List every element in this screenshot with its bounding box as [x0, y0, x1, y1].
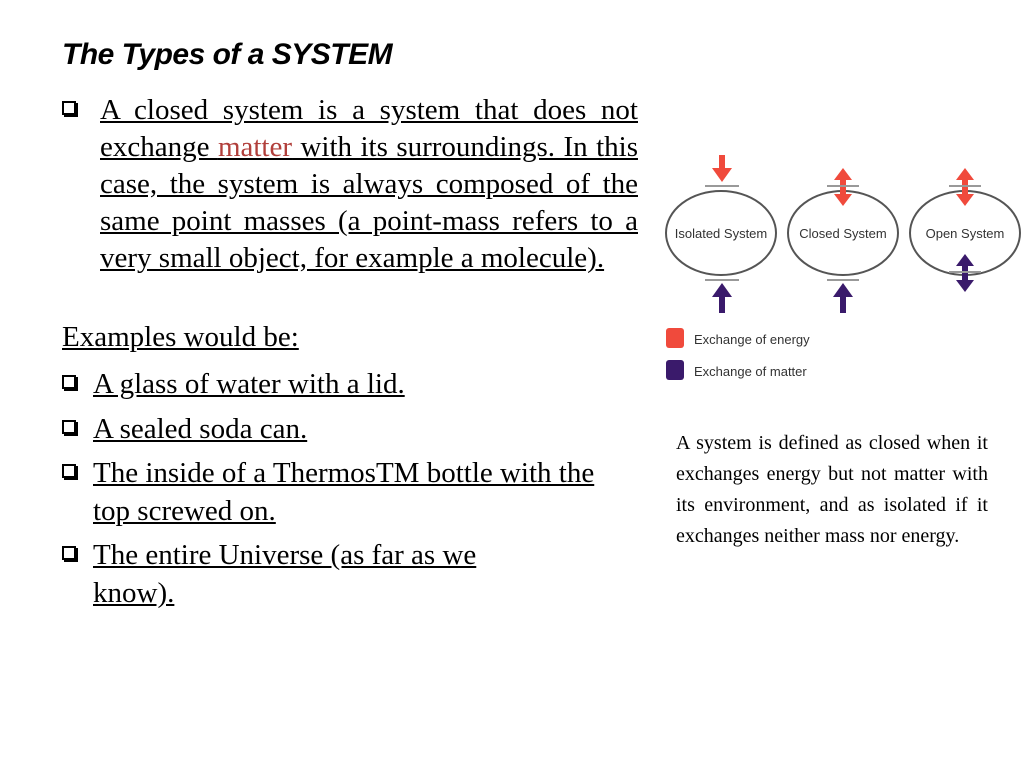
examples-heading: Examples would be:	[62, 321, 299, 353]
example-text: The inside of a ThermosTM bottle with the top screwed on.	[93, 457, 595, 527]
matter-link: matter	[217, 131, 293, 163]
system-types-diagram	[660, 150, 1024, 390]
example-text: The entire Universe (as far as we know).	[93, 539, 477, 609]
checkbox-bullet-icon	[62, 464, 76, 478]
matter-in-arrow	[705, 280, 739, 313]
checkbox-bullet-icon	[62, 101, 76, 115]
checkbox-bullet-icon	[62, 546, 76, 560]
energy-swatch	[666, 328, 684, 348]
definition-after: with its surroundings. In this case, the system is always composed of the same point masses (a point-mass refers to a very small object, for example a molecule).	[100, 131, 638, 274]
checkbox-bullet-icon	[62, 420, 76, 434]
legend-label: Exchange of energy	[694, 332, 810, 347]
diagram-caption: A system is defined as closed when it exchanges energy but not matter with its environment, and as isolated if it exchanges neither mass nor energy.	[676, 432, 988, 547]
circle-label: Isolated System	[674, 226, 768, 241]
checkbox-bullet-icon	[62, 375, 76, 389]
circle-label: Closed System	[799, 226, 887, 241]
matter-swatch	[666, 360, 684, 380]
definition-text	[100, 92, 638, 277]
circle-label: Open System	[925, 226, 1005, 241]
example-text: A glass of water with a lid.	[93, 368, 405, 400]
definition-before: A closed system is a system that does not exchange	[100, 94, 638, 163]
example-item	[62, 454, 636, 530]
energy-in-arrow	[705, 155, 739, 186]
matter-in-arrow	[827, 280, 859, 313]
legend-label: Exchange of matter	[694, 364, 807, 379]
example-item	[62, 365, 636, 403]
page-title: The Types of a SYSTEM	[62, 38, 393, 71]
closed-system-definition	[62, 92, 638, 277]
isolated-system-circle	[666, 191, 776, 275]
example-item	[62, 410, 636, 448]
example-item	[62, 536, 562, 612]
example-text: A sealed soda can.	[93, 413, 308, 445]
legend-matter	[666, 360, 807, 380]
legend-energy	[666, 328, 810, 348]
